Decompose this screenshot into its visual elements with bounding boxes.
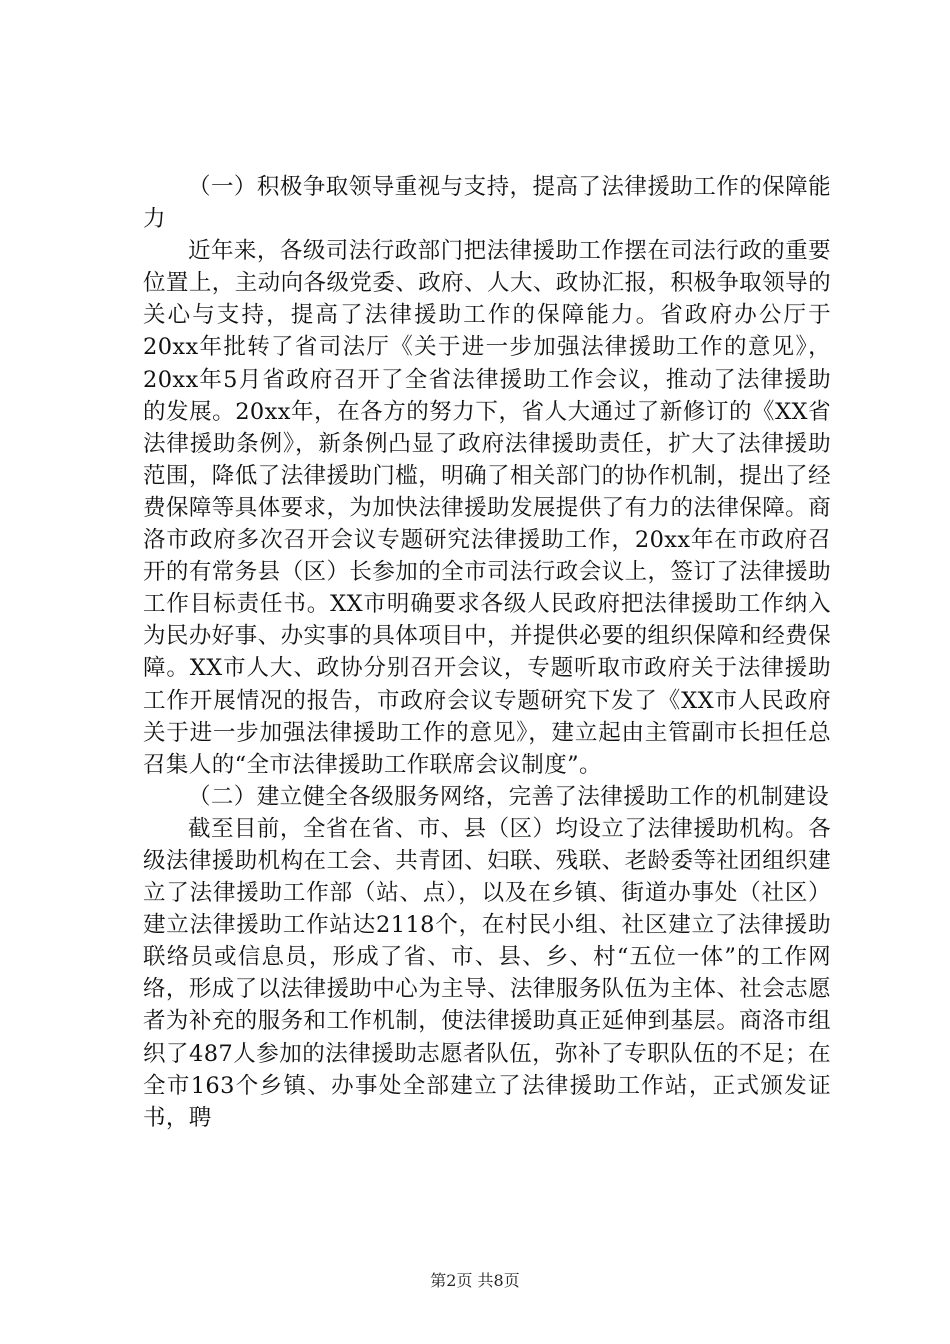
body-paragraph-1: 近年来，各级司法行政部门把法律援助工作摆在司法行政的重要位置上，主动向各级党委、政府、人大、政协汇报，积极争取领导的关心与支持，提高了法律援助工作的保障能力。省政府办公厅于20xx年批转了省司法厅《关于进一步加强法律援助工作的意见》，20xx年5月省政府召开了全省法律援助工作会议，推动了法律援助的发展。20xx年，在各方的努力下，省人大通过了新修订的《XX省法律援助条例》，新条例凸显了政府法律援助责任，扩大了法律援助范围，降低了法律援助门槛，明确了相关部门的协作机制，提出了经费保障等具体要求，为加快法律援助发展提供了有力的法律保障。商洛市政府多次召开会议专题研究法律援助工作，20xx年在市政府召开的有常务县（区）长参加的全市司法行政会议上，签订了法律援助工作目标责任书。XX市明确要求各级人民政府把法律援助工作纳入为民办好事、办实事的具体项目中，并提供必要的组织保障和经费保障。XX市人大、政协分别召开会议，专题听取市政府关于法律援助工作开展情况的报告，市政府会议专题研究下发了《XX市人民政府关于进一步加强法律援助工作的意见》，建立起由主管副市长担任总召集人的“全市法律援助工作联席会议制度”。 (143, 238, 831, 778)
page-number-footer: 第2页 共8页 (430, 1271, 520, 1290)
section-heading-1: （一）积极争取领导重视与支持，提高了法律援助工作的保障能力 (143, 174, 831, 233)
document-body (143, 171, 831, 1134)
body-paragraph-2: 截至目前，全省在省、市、县（区）均设立了法律援助机构。各级法律援助机构在工会、共青团、妇联、残联、老龄委等社团组织建立了法律援助工作部（站、点），以及在乡镇、街道办事处（社区）建立法律援助工作站达2118个，在村民小组、社区建立了法律援助联络员或信息员，形成了省、市、县、乡、村“五位一体”的工作网络，形成了以法律援助中心为主导、法律服务队伍为主体、社会志愿者为补充的服务和工作机制，使法律援助真正延伸到基层。商洛市组织了487人参加的法律援助志愿者队伍，弥补了专职队伍的不足；在全市163个乡镇、办事处全部建立了法律援助工作站，正式颁发证书，聘 (143, 815, 831, 1131)
section-heading-2: （二）建立健全各级服务网络，完善了法律援助工作的机制建设 (188, 783, 830, 810)
